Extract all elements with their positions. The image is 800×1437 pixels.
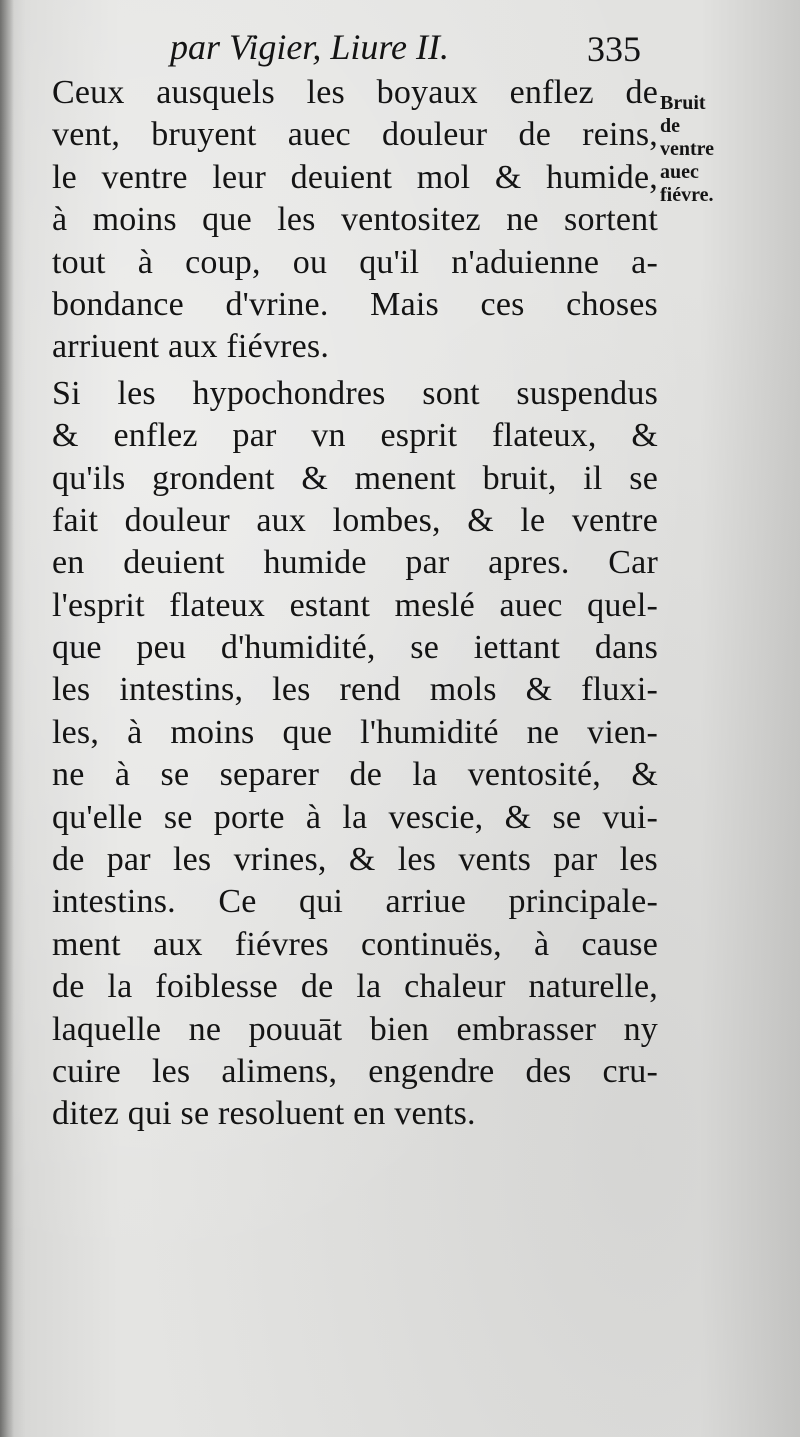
text-line: arriuent aux fiévres. — [52, 328, 330, 366]
margin-note — [660, 92, 750, 207]
page-header — [170, 22, 650, 72]
text-line: Ceux ausquels les boyaux enflez de — [52, 74, 658, 111]
text-line: vent, bruyent auec douleur de reins, — [52, 116, 658, 154]
margin-note-line: de — [660, 115, 680, 137]
margin-note-line: ventre — [660, 138, 715, 160]
text-line: fait douleur aux lombes, & le ventre — [52, 501, 658, 539]
paragraph-1 — [52, 72, 658, 369]
text-line: bondance d'vrine. Mais ces choses — [52, 285, 658, 323]
text-line: en deuient humide par apres. Car — [52, 544, 658, 582]
body-text — [52, 72, 658, 1136]
text-line: que peu d'humidité, se iettant dans — [52, 629, 658, 667]
text-line: le ventre leur deuient mol & humide, — [52, 158, 658, 196]
text-line: à moins que les ventositez ne sortent — [52, 201, 658, 239]
text-line: laquelle ne pouuāt bien embrasser ny — [52, 1010, 658, 1048]
text-line: ment aux fiévres continuës, à cause — [52, 925, 658, 963]
text-line: ne à se separer de la ventosité, & — [52, 756, 658, 794]
text-line: l'esprit flateux estant meslé auec quel- — [52, 586, 658, 624]
text-line: qu'ils grondent & menent bruit, il se — [52, 459, 658, 497]
text-line: de la foiblesse de la chaleur naturelle, — [52, 968, 658, 1006]
margin-note-line: fiévre. — [660, 184, 714, 206]
text-line: tout à coup, ou qu'il n'aduienne a- — [52, 243, 658, 281]
text-line: ditez qui se resoluent en vents. — [52, 1095, 476, 1133]
page-binding-shadow — [0, 0, 14, 1437]
text-line: les intestins, les rend mols & fluxi- — [52, 671, 658, 709]
paragraph-2 — [52, 373, 658, 1136]
margin-note-line: Bruit — [660, 92, 706, 114]
text-line: intestins. Ce qui arriue principale- — [52, 883, 658, 921]
text-line: qu'elle se porte à la vescie, & se vui- — [52, 798, 658, 836]
text-line: Si les hypochondres sont suspendus — [52, 374, 658, 412]
text-line: cuire les alimens, engendre des cru- — [52, 1052, 658, 1090]
text-line: de par les vrines, & les vents par les — [52, 841, 658, 879]
text-line: & enflez par vn esprit flateux, & — [52, 417, 658, 455]
margin-note-line: auec — [660, 161, 699, 183]
page-number: 335 — [587, 29, 641, 69]
running-head: par Vigier, Liure II. — [170, 27, 449, 67]
text-line: les, à moins que l'humidité ne vien- — [52, 713, 658, 751]
